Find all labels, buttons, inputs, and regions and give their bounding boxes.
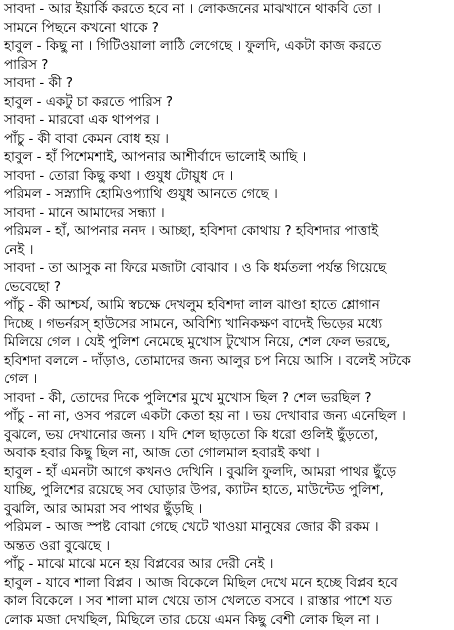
text-line: মিলিয়ে গেল । যেই পুলিশ নেমেছে মুখোস টুখোস নিয়ে, শেল ফেল ভরছে, [4, 334, 451, 353]
text-line: গেল । [4, 371, 451, 390]
text-line: সাবদা - মারবো এক থাপপর । [4, 112, 451, 131]
text-line: নেই । [4, 242, 451, 261]
text-line: বুঝলি, আর আমরা সব পাথর ছুঁড়ছি । [4, 501, 451, 520]
text-line: অন্তত ওরা বুঝেছে । [4, 538, 451, 557]
text-line: ভেবেছো ? [4, 279, 451, 298]
text-line: পরিমল - হাঁ, আপনার ননদ । আচ্ছা, হবিশদা কোথায় ? হবিশদার পাত্তাই [4, 223, 451, 242]
text-line: পরিমল - আজ স্পষ্ট বোঝা গেছে খেটে খাওয়া মানুষের জোর কী রকম । [4, 519, 451, 538]
text-line: হবিশদা বললে - দাঁড়াও, তোমাদের জন্য আলুর চপ নিয়ে আসি । বলেই সটকে [4, 353, 451, 372]
text-line: সামনে পিছনে কখনো থাকে ? [4, 20, 451, 39]
text-line: পরিমল - সস্ন্যাদি হোমিওপ্যাথি গুযুধ আনতে গেছে । [4, 186, 451, 205]
text-line: দিচ্ছে । গভর্নরস্ হাউসের সামনে, অবিশ্যি খানিকক্ষণ বাদেই ভিড়ের মধ্যে [4, 316, 451, 335]
text-line: বুঝলে, ভয় দেখানোর জন্য । যদি শেল ছাড়তো কি ধরো গুলিই ছুঁড়তো, [4, 427, 451, 446]
text-line: কাল বিকেলে । সব শালা মাল খেয়ে তাস খেলতে বসবে । রাস্তার পাশে যত [4, 593, 451, 612]
text-line: পারিস ? [4, 57, 451, 76]
text-line: হাবুল - হাঁ পিশেমশাই, আপনার আশীর্বাদে ভালোই আছি । [4, 149, 451, 168]
text-line: সাবদা - মানে আমাদের সন্ধ্যা । [4, 205, 451, 224]
text-line: সাবদা - তোরা কিছু কথা । গুযুধ টোয়ুধ দে । [4, 168, 451, 187]
text-line: হাবুল - কিছু না । গিটিওয়ালা লাঠি লেগেছে । ফুলদি, একটা কাজ করতে [4, 38, 451, 57]
text-line: হাবুল - একটু চা করতে পারিস ? [4, 94, 451, 113]
text-line: অবাক হবার কিছু ছিল না, আজ তো গোলমাল হবারই কথা । [4, 445, 451, 464]
text-line: হাবুল - হাঁ এমনটা আগে কখনও দেখিনি । বুঝলি ফুলদি, আমরা পাথর ছুঁড়ে [4, 464, 451, 483]
text-line: যাচ্ছি, পুলিশের রয়েছে সব ঘোড়ার উপর, ক্যাটন হাতে, মাউন্টেড পুলিশ, [4, 482, 451, 501]
text-line: পাঁচু - কী বাবা কেমন বোধ হয় । [4, 131, 451, 150]
text-line: সাবদা - কী ? [4, 75, 451, 94]
text-line: সাবদা - তা আসুক না ফিরে মজাটা বোঝাব । ও কি ধর্মতলা পর্যন্ত গিয়েছে [4, 260, 451, 279]
text-line: সাবদা - আর ইয়ার্কি করতে হবে না । লোকজনের মাঝখানে থাকবি তো । [4, 1, 451, 20]
text-line: পাঁচু - না না, ওসব পরলে একটা কেতা হয় না । ভয় দেখাবার জন্য এনেছিল । [4, 408, 451, 427]
text-line: পাঁচু - মাঝে মাঝে মনে হয় বিপ্লবের আর দেরী নেই । [4, 556, 451, 575]
text-line: সাবদা - কী, তোদের দিকে পুলিশের মুখে মুখোস ছিল ? শেল ভরছিল ? [4, 390, 451, 409]
text-line: হাবুল - যাবে শালা বিপ্লব । আজ বিকেলে মিছিল দেখে মনে হচ্ছে বিপ্লব হবে [4, 575, 451, 594]
text-line: পাঁচু - কী আশ্চর্য, আমি স্বচক্ষে দেখলুম হবিশদা লাল ঝাণ্ডা হাতে শ্লোগান [4, 297, 451, 316]
text-line: লোক মজা দেখছিল, মিছিলে তার চেয়ে এমন কিছু বেশী লোক ছিল না । [4, 612, 451, 630]
